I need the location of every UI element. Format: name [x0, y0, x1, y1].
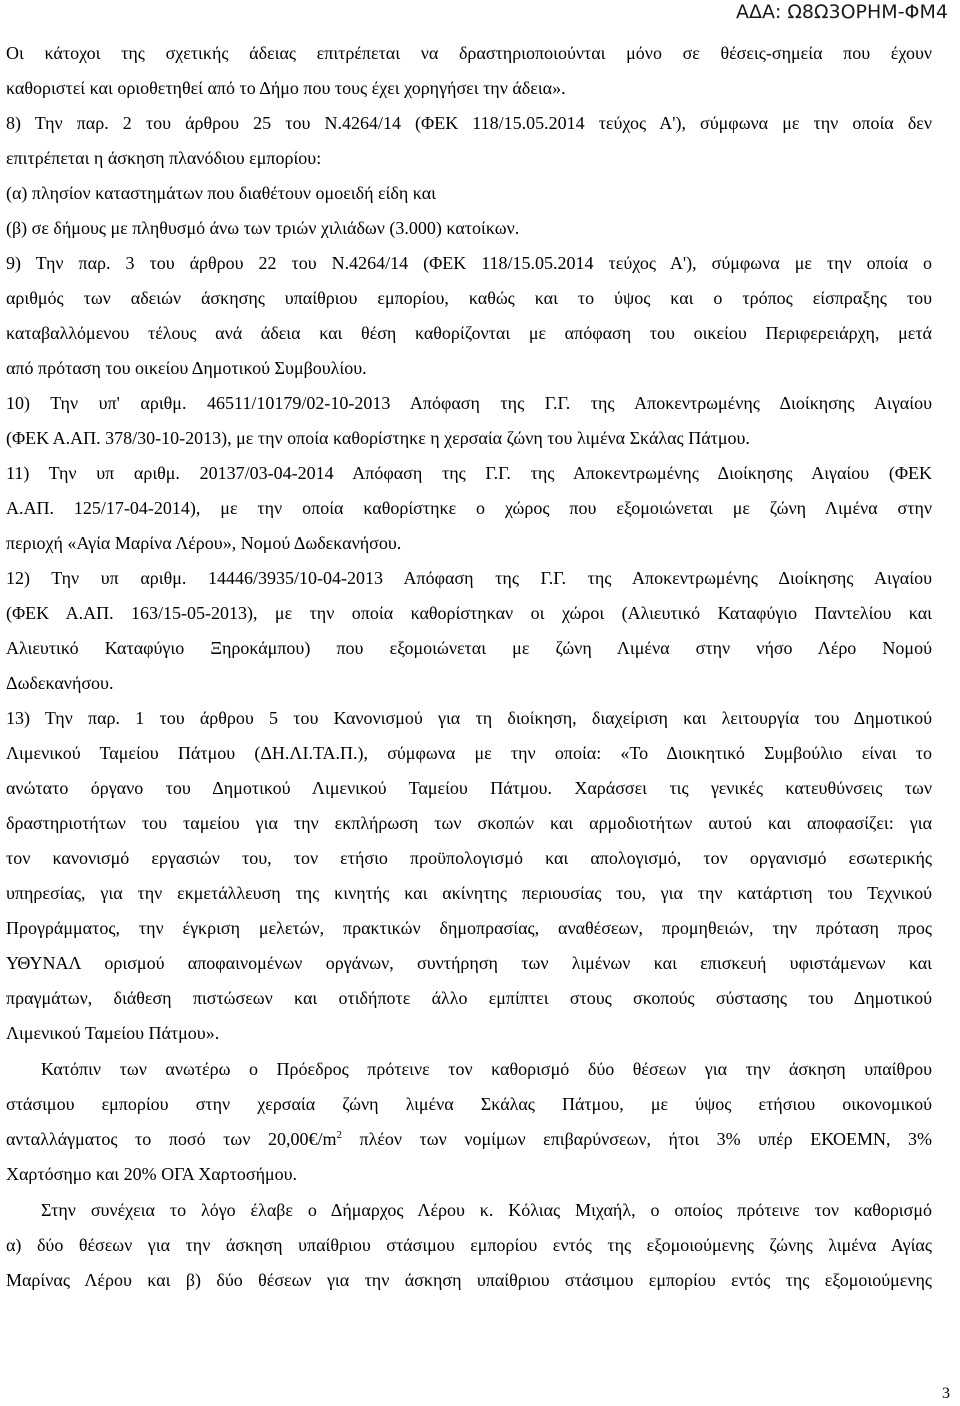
- text-line: ΥΘΥΝΑΛ ορισμού αποφαινομένων οργάνων, συντήρηση των λιμένων και επισκευή υφιστάμενων και: [6, 953, 932, 973]
- text-line: Αλιευτικό Καταφύγιο Ξηροκάμπου) που εξομοιώνεται με ζώνη Λιμένα στην νήσο Λέρο Νομού: [6, 638, 932, 658]
- text-line: τον κανονισμό εργασιών του, τον ετήσιο προϋπολογισμό και απολογισμό, τον οργανισμό εσωτερικής: [6, 848, 932, 868]
- ada-code: ΑΔΑ: Ω8Ω3ΟΡΗΜ-ΦΜ4: [735, 1, 948, 23]
- text-line: δραστηριοτήτων του ταμείου για την εκπλήρωση των σκοπών και αρμοδιοτήτων αυτού και αποφασίζει: για: [6, 813, 932, 833]
- text-line: 12) Την υπ αριθμ. 14446/3935/10-04-2013 Απόφαση της Γ.Γ. της Αποκεντρωμένης Διοίκησης Αιγαίου: [6, 568, 932, 588]
- text-line: 8) Την παρ. 2 του άρθρου 25 του Ν.4264/14 (ΦΕΚ 118/15.05.2014 τεύχος Α'), σύμφωνα με την οποία δεν: [6, 113, 932, 133]
- text-segment: πλέον των νομίμων επιβαρύνσεων, ήτοι 3% υπέρ ΕΚΟΕΜΝ, 3%: [359, 1129, 932, 1149]
- text-line: 11) Την υπ αριθμ. 20137/03-04-2014 Απόφαση της Γ.Γ. της Αποκεντρωμένης Διοίκησης Αιγαίου (ΦΕΚ: [6, 463, 932, 483]
- text-line: υπηρεσίας, για την εκμετάλλευση της κινητής και ακίνητης περιουσίας του, για την κατάρτιση του Τεχνικού: [6, 883, 932, 903]
- text-line: ανώτατο όργανο του Δημοτικού Λιμενικού Ταμείου Πάτμου. Χαράσσει τις γενικές κατευθύνσεις των: [6, 778, 932, 798]
- text-line: Κατόπιν των ανωτέρω ο Πρόεδρος πρότεινε τον καθορισμό δύο θέσεων για την άσκηση υπαίθρου: [41, 1059, 932, 1079]
- text-line: (α) πλησίον καταστημάτων που διαθέτουν ομοειδή είδη και: [6, 183, 436, 203]
- superscript: 2: [336, 1129, 342, 1141]
- text-line: Στην συνέχεια το λόγο έλαβε ο Δήμαρχος Λέρου κ. Κόλιας Μιχαήλ, ο οποίος πρότεινε τον καθορισμό: [41, 1200, 932, 1220]
- text-line: Λιμενικού Ταμείου Πάτμου (ΔΗ.ΛΙ.ΤΑ.Π.), σύμφωνα με την οποία: «Το Διοικητικό Συμβούλιο είναι το: [6, 743, 932, 763]
- text-line: αριθμός των αδειών άσκησης υπαίθριου εμπορίου, καθώς και το ύψος και ο τρόπος είσπραξης του: [6, 288, 932, 308]
- text-line: 9) Την παρ. 3 του άρθρου 22 του Ν.4264/14 (ΦΕΚ 118/15.05.2014 τεύχος Α'), σύμφωνα με την οποία ο: [6, 253, 932, 273]
- text-line: Δωδεκανήσου.: [6, 673, 114, 693]
- text-line: α) δύο θέσεων για την άσκηση υπαίθριου στάσιμου εμπορίου εντός της εξομοιούμενης ζώνης λιμένα Αγίας: [6, 1235, 932, 1255]
- text-line: Χαρτόσημο και 20% ΟΓΑ Χαρτοσήμου.: [6, 1164, 298, 1184]
- text-line: πραγμάτων, διάθεση πιστώσεων και οτιδήποτε άλλο εμπίπτει στους σκοπούς σύστασης του Δημοτικού: [6, 988, 932, 1008]
- page-number: 3: [942, 1385, 950, 1402]
- text-line: Μαρίνας Λέρου και β) δύο θέσεων για την άσκηση υπαίθριου στάσιμου εμπορίου εντός της εξομοιούμενης: [6, 1270, 932, 1290]
- text-line: 13) Την παρ. 1 του άρθρου 5 του Κανονισμού για τη διοίκηση, διαχείριση και λειτουργία του Δημοτικού: [6, 708, 932, 728]
- text-line: στάσιμου εμπορίου στην χερσαία ζώνη λιμένα Σκάλας Πάτμου, με ύψος ετήσιου οικονομικού: [6, 1094, 932, 1114]
- text-line: περιοχή «Αγία Μαρίνα Λέρου», Νομού Δωδεκανήσου.: [6, 533, 402, 553]
- text-line: καθοριστεί και οριοθετηθεί από το Δήμο που τους έχει χορηγήσει την άδεια».: [6, 78, 566, 98]
- text-line: (β) σε δήμους με πληθυσμό άνω των τριών χιλιάδων (3.000) κατοίκων.: [6, 218, 520, 238]
- text-line: επιτρέπεται η άσκηση πλανόδιου εμπορίου:: [6, 148, 322, 168]
- text-line-with-superscript: [6, 1126, 932, 1152]
- text-line: καταβαλλόμενου τέλους ανά άδεια και θέση καθορίζονται με απόφαση του οικείου Περιφερειάρχη, μετά: [6, 323, 932, 343]
- text-line: από πρόταση του οικείου Δημοτικού Συμβουλίου.: [6, 358, 367, 378]
- text-line: (ΦΕΚ Α.ΑΠ. 163/15-05-2013), με την οποία καθορίστηκαν οι χώροι (Αλιευτικό Καταφύγιο Παντελίου και: [6, 603, 932, 623]
- text-segment: ανταλλάγματος το ποσό των 20,00€/m: [6, 1129, 337, 1149]
- text-line: Οι κάτοχοι της σχετικής άδειας επιτρέπεται να δραστηριοποιούνται μόνο σε θέσεις-σημεία που έχουν: [6, 43, 932, 63]
- text-line: (ΦΕΚ Α.ΑΠ. 378/30-10-2013), με την οποία καθορίστηκε η χερσαία ζώνη του λιμένα Σκάλας Πάτμου.: [6, 428, 750, 448]
- text-line: Α.ΑΠ. 125/17-04-2014), με την οποία καθορίστηκε ο χώρος που εξομοιώνεται με ζώνη Λιμένα στην: [6, 498, 932, 518]
- text-line: Προγράμματος, την έγκριση μελετών, πρακτικών δημοπρασίας, αναθέσεων, προμηθειών, την πρόταση προς: [6, 918, 932, 938]
- text-line: 10) Την υπ' αριθμ. 46511/10179/02-10-2013 Απόφαση της Γ.Γ. της Αποκεντρωμένης Διοίκησης Αιγαίου: [6, 393, 932, 413]
- text-line: Λιμενικού Ταμείου Πάτμου».: [6, 1023, 220, 1043]
